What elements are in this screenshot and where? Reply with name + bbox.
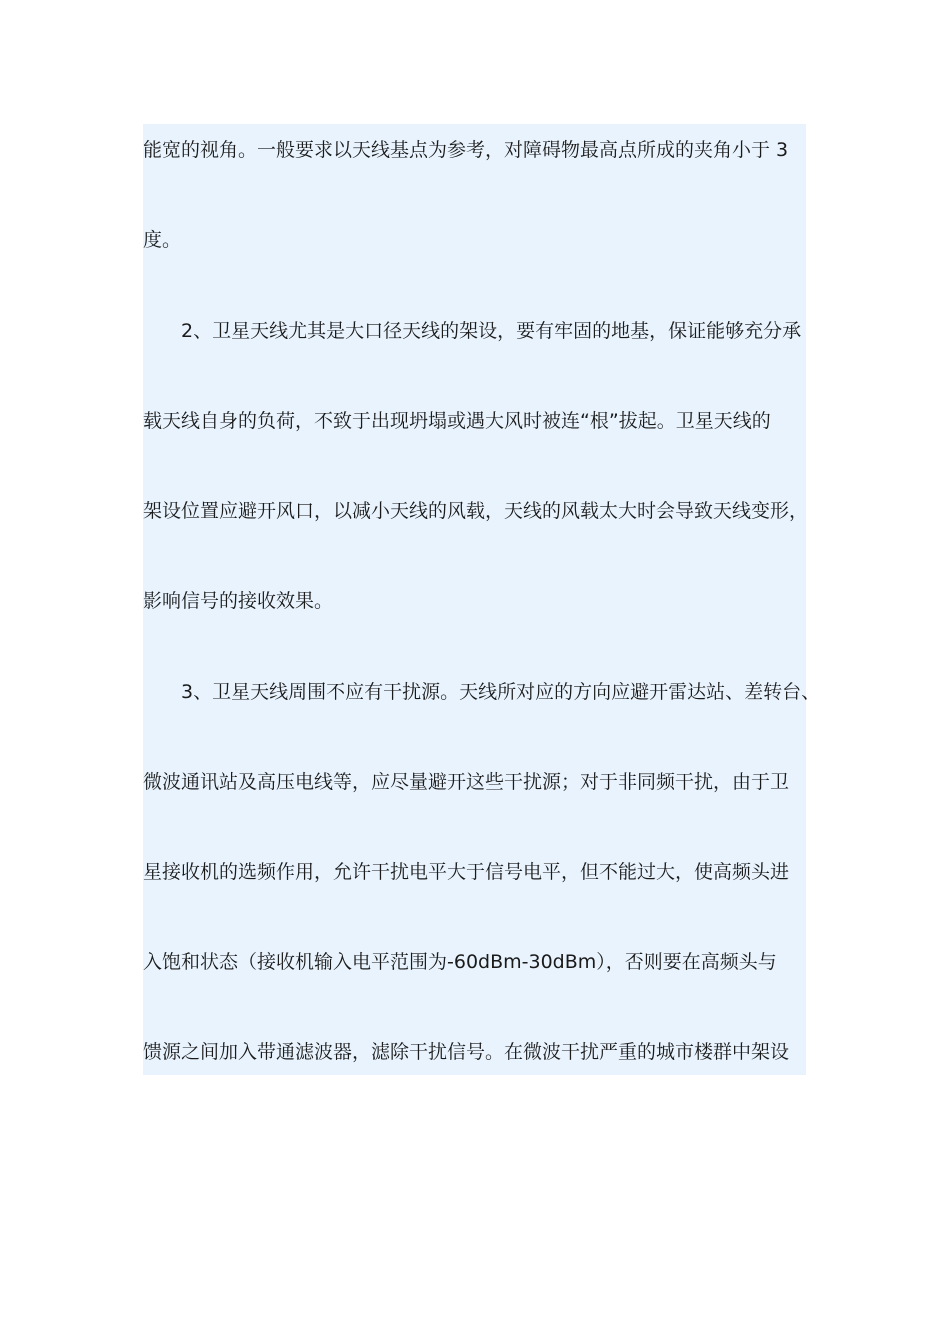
highlighted-text-block [143,124,821,1075]
paragraph-line: 微波通讯站及高压电线等，应尽量避开这些干扰源；对于非同频干扰，由于卫 [143,771,790,793]
paragraph-line: 入饱和状态（接收机输入电平范围为-60dBm-30dBm），否则要在高频头与 [143,951,777,973]
paragraph-line: 2、卫星天线尤其是大口径天线的架设，要有牢固的地基，保证能够充分承 [181,320,802,342]
paragraph-line: 度。 [143,229,182,251]
paragraph-line: 馈源之间加入带通滤波器，滤除干扰信号。在微波干扰严重的城市楼群中架设 [143,1041,790,1063]
paragraph-line: 影响信号的接收效果。 [143,590,334,612]
paragraph-line: 架设位置应避开风口，以减小天线的风载，天线的风载太大时会导致天线变形， [143,500,809,522]
paragraph-line: 星接收机的选频作用，允许干扰电平大于信号电平，但不能过大，使高频头进 [143,861,790,883]
paragraph-line: 载天线自身的负荷，不致于出现坍塌或遇大风时被连“根”拔起。卫星天线的 [143,410,771,432]
paragraph-line: 能宽的视角。一般要求以天线基点为参考，对障碍物最高点所成的夹角小于 3 [143,139,789,161]
paragraph-line: 3、卫星天线周围不应有干扰源。天线所对应的方向应避开雷达站、差转台、 [181,681,821,703]
